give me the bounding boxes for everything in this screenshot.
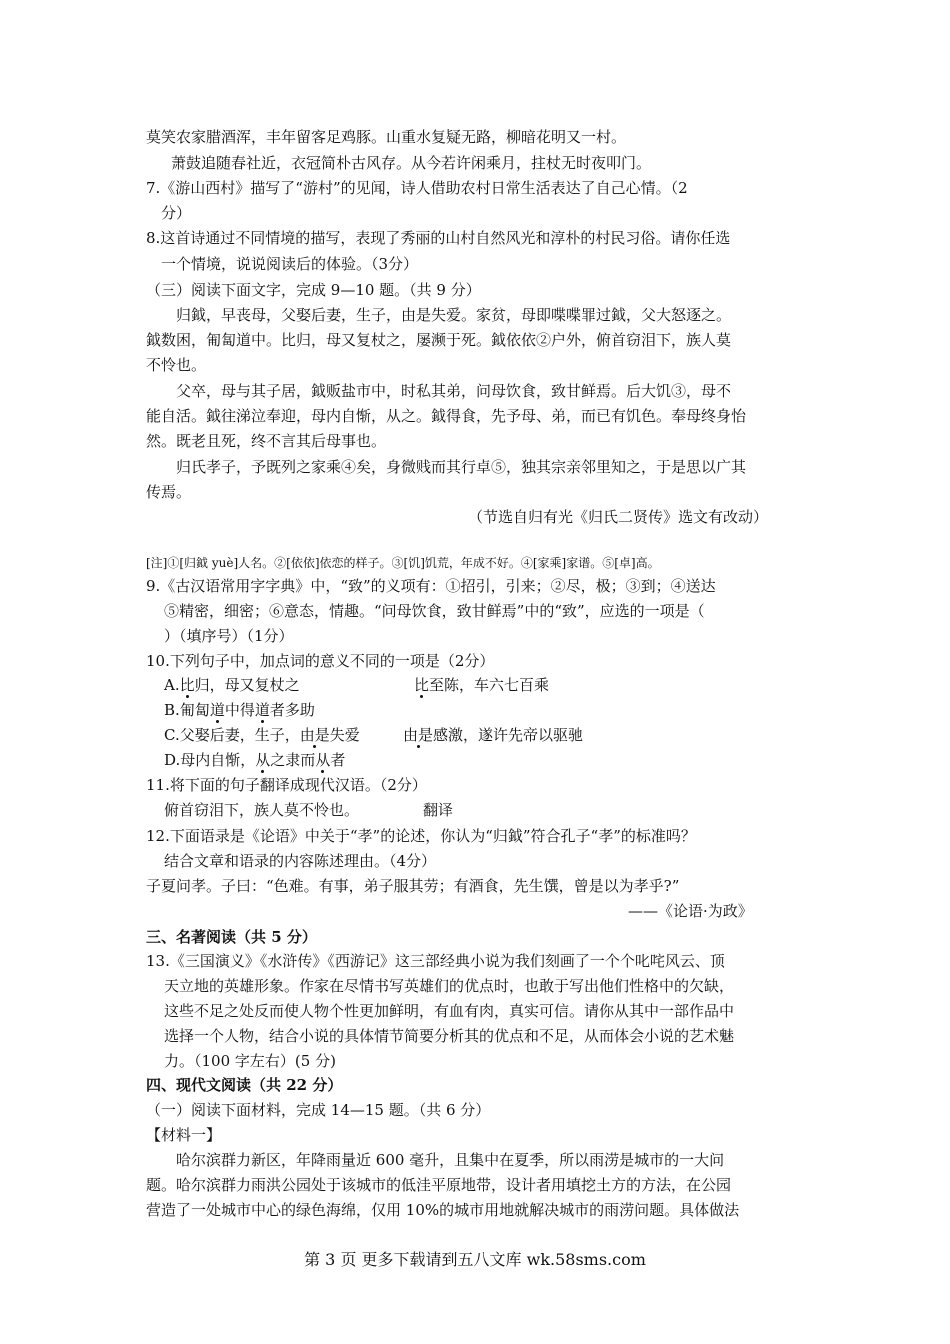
material-1-title: 【材料一】: [146, 1126, 222, 1144]
poem-line-2: 萧鼓追随春社近，衣冠简朴古风存。从今若许闲乘月，拄杖无时夜叩门。: [171, 154, 652, 172]
analects-source: ——《论语·为政》: [628, 902, 753, 920]
option-b: B.匍匐道中得道者多助: [164, 701, 315, 719]
passage-source: （节选自归有光《归氏二贤传》选文有改动）: [468, 508, 769, 526]
page-footer: 第 3 页 更多下载请到五八文库 wk.58sms.com: [304, 1250, 646, 1269]
analects-quote: 子夏问孝。子曰：“色难。有事，弟子服其劳；有酒食，先生馔，曾是以为孝乎?”: [146, 877, 680, 895]
option-d: D.母内自惭，从之隶而从者: [164, 751, 346, 769]
annotation-note: [注]①[归鉞 yuè]人名。②[依依]依恋的样子。③[饥]饥荒，年成不好。④[家乘]家谱。⑤[卓]高。: [146, 556, 660, 570]
option-a: A.比归，母又复杖之: [164, 676, 300, 694]
option-c: C.父娶后妻，生子，由是失爱: [164, 726, 360, 744]
part-3-heading: 三、名著阅读（共 5 分）: [146, 928, 317, 946]
poem-line-1: 莫笑农家腊酒浑，丰年留客足鸡豚。山重水复疑无路，柳暗花明又一村。: [146, 128, 627, 146]
part-4-heading: 四、现代文阅读（共 22 分）: [146, 1076, 343, 1094]
section-3-heading: （三）阅读下面文字，完成 9—10 题。（共 9 分）: [146, 281, 481, 299]
part-4-subheading: （一）阅读下面材料，完成 14—15 题。（共 6 分）: [146, 1101, 491, 1119]
